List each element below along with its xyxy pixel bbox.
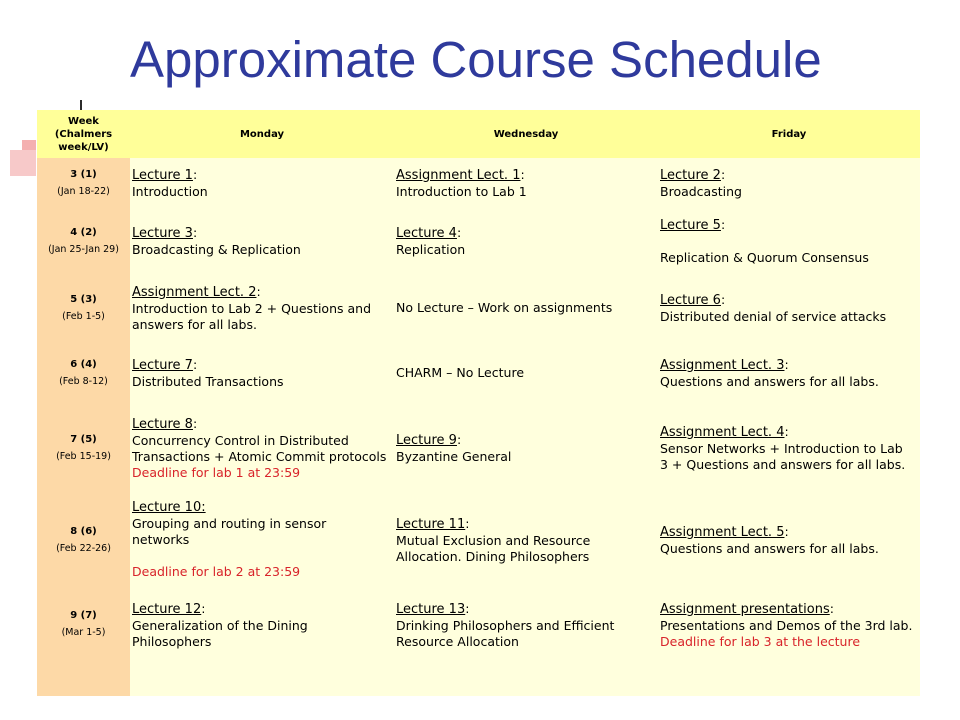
lecture-title: Lecture 7 — [132, 357, 193, 373]
week-cell — [37, 491, 130, 589]
lecture-desc: Introduction — [132, 183, 208, 199]
week-dates: (Jan 18-22) — [57, 185, 110, 197]
friday-cell: Lecture 5: Replication & Quorum Consensus — [658, 208, 920, 275]
lecture-title: Lecture 10: — [132, 500, 206, 515]
lecture-desc: Broadcasting & Replication — [132, 242, 301, 257]
week-cell — [37, 405, 130, 491]
wednesday-cell: Lecture 9: Byzantine General — [394, 405, 658, 491]
week-dates: (Mar 1-5) — [61, 627, 106, 638]
lecture-title: Lecture 6 — [660, 292, 721, 308]
week-number: 6 (4) — [70, 358, 97, 370]
week-dates: (Feb 8-12) — [59, 375, 108, 387]
wednesday-cell — [394, 275, 658, 341]
lecture-desc: Replication — [396, 242, 466, 257]
week-dates: (Jan 25-Jan 29) — [48, 244, 119, 255]
monday-cell — [130, 491, 394, 589]
friday-cell: Assignment Lect. 3: Questions and answers for all labs. — [658, 341, 920, 405]
wednesday-cell: Lecture 4: Replication — [394, 208, 658, 275]
friday-cell: Lecture 6: Distributed denial of service attacks — [658, 275, 920, 341]
monday-cell: Assignment Lect. 2: Introduction to Lab 2 + Questions and answers for all labs. — [130, 275, 394, 341]
lecture-desc: networks — [132, 532, 190, 547]
friday-cell: Assignment Lect. 4: Sensor Networks + Introduction to Lab 3 + Questions and answers for all labs. — [658, 405, 920, 491]
lecture-title: Lecture 5 — [660, 218, 721, 233]
week-number: 3 (1) — [70, 168, 97, 180]
header-row — [37, 110, 920, 158]
wednesday-cell: Lecture 13: Drinking Philosophers and Efficient Resource Allocation — [394, 589, 658, 696]
table-row — [37, 275, 920, 341]
lecture-title: Lecture 9 — [396, 432, 457, 448]
no-lecture-note: No Lecture – Work on assignments — [396, 300, 613, 315]
lecture-desc: Replication & Quorum Consensus — [660, 250, 869, 265]
lecture-title: Assignment Lect. 5 — [660, 524, 785, 540]
week-number: 9 (7) — [70, 610, 97, 621]
lecture-desc: Philosophers — [132, 634, 212, 649]
lecture-desc: Introduction to Lab 1 — [396, 183, 527, 199]
friday-cell: Assignment Lect. 5: Questions and answers for all labs. — [658, 491, 920, 589]
week-cell — [37, 208, 130, 275]
lecture-title: Assignment presentations — [660, 602, 830, 617]
wednesday-cell: Lecture 11: Mutual Exclusion and Resource Allocation. Dining Philosophers — [394, 491, 658, 589]
week-cell — [37, 158, 130, 208]
lecture-desc: Resource Allocation — [396, 634, 519, 649]
wednesday-cell — [394, 341, 658, 405]
lecture-desc: Presentations and Demos of the 3rd lab. — [660, 618, 913, 633]
week-cell — [37, 275, 130, 341]
lecture-desc: Drinking Philosophers and Efficient — [396, 618, 615, 633]
week-number: 5 (3) — [70, 293, 97, 305]
monday-cell: Lecture 3: Broadcasting & Replication — [130, 208, 394, 275]
week-dates: (Feb 15-19) — [56, 450, 111, 462]
week-number: 7 (5) — [70, 433, 97, 445]
monday-cell: Lecture 7: Distributed Transactions — [130, 341, 394, 405]
header-friday: Friday — [658, 110, 920, 158]
header-wednesday: Wednesday — [394, 110, 658, 158]
lecture-desc: Concurrency Control in Distributed — [132, 432, 349, 448]
monday-cell: Lecture 12: Generalization of the Dining Philosophers — [130, 589, 394, 696]
lecture-desc: Sensor Networks + Introduction to Lab — [660, 440, 903, 456]
lecture-title: Lecture 13 — [396, 602, 466, 617]
lecture-desc: Allocation. Dining Philosophers — [396, 548, 590, 564]
week-dates: (Feb 1-5) — [62, 310, 105, 322]
lecture-title: Assignment Lect. 3 — [660, 357, 785, 373]
lecture-desc: Distributed denial of service attacks — [660, 308, 887, 324]
lecture-desc: Generalization of the Dining — [132, 618, 308, 633]
week-cell — [37, 589, 130, 696]
lecture-title: Assignment Lect. 1 — [396, 167, 521, 183]
slide-title: Approximate Course Schedule — [130, 31, 822, 88]
lecture-title: Lecture 11 — [396, 516, 466, 532]
friday-cell: Assignment presentations: Presentations and Demos of the 3rd lab. Deadline for lab 3 at the lecture — [658, 589, 920, 696]
wednesday-cell: Assignment Lect. 1: Introduction to Lab 1 — [394, 158, 658, 208]
lecture-desc: Transactions + Atomic Commit protocols — [132, 448, 387, 464]
lecture-desc: Broadcasting — [660, 183, 742, 199]
lecture-desc: answers for all labs. — [132, 316, 257, 332]
lecture-desc: Questions and answers for all labs. — [660, 540, 879, 556]
lecture-desc: Questions and answers for all labs. — [660, 373, 879, 389]
lecture-title: Assignment Lect. 2 — [132, 284, 257, 300]
table-row — [37, 341, 920, 405]
lecture-desc: Distributed Transactions — [132, 373, 284, 389]
table-row — [37, 208, 920, 275]
deadline-note: Deadline for lab 2 at 23:59 — [132, 564, 301, 579]
week-number: 4 (2) — [70, 227, 97, 238]
table-row — [37, 158, 920, 208]
schedule-table — [37, 110, 920, 696]
lecture-desc: Introduction to Lab 2 + Questions and — [132, 300, 372, 316]
week-number: 8 (6) — [70, 525, 97, 537]
lecture-title: Lecture 12 — [132, 602, 202, 617]
lecture-title: Lecture 2 — [660, 167, 721, 183]
lecture-title: Assignment Lect. 4 — [660, 424, 785, 440]
week-cell — [37, 341, 130, 405]
no-lecture-note: CHARM – No Lecture — [396, 365, 525, 380]
lecture-title: Lecture 4 — [396, 226, 457, 241]
week-dates: (Feb 22-26) — [56, 542, 111, 554]
lecture-desc: 3 + Questions and answers for all labs. — [660, 456, 906, 472]
header-week: Week (Chalmers week/LV) — [37, 110, 130, 158]
table-row — [37, 589, 920, 696]
header-monday: Monday — [130, 110, 394, 158]
decorative-rule — [80, 100, 82, 110]
lecture-title: Lecture 8 — [132, 416, 193, 432]
lecture-desc: Byzantine General — [396, 448, 512, 464]
friday-cell: Lecture 2: Broadcasting — [658, 158, 920, 208]
deadline-note: Deadline for lab 3 at the lecture — [660, 634, 861, 649]
lecture-desc: Grouping and routing in sensor — [132, 516, 327, 531]
deadline-note: Deadline for lab 1 at 23:59 — [132, 464, 301, 480]
table-row — [37, 405, 920, 491]
table-row — [37, 491, 920, 589]
decorative-square — [10, 150, 36, 176]
monday-cell: Lecture 1: Introduction — [130, 158, 394, 208]
lecture-title: Lecture 3 — [132, 226, 193, 241]
monday-cell: Lecture 8: Concurrency Control in Distributed Transactions + Atomic Commit protocols Deadline for lab 1 at 23:59 — [130, 405, 394, 491]
lecture-desc: Mutual Exclusion and Resource — [396, 532, 591, 548]
lecture-title: Lecture 1 — [132, 167, 193, 183]
